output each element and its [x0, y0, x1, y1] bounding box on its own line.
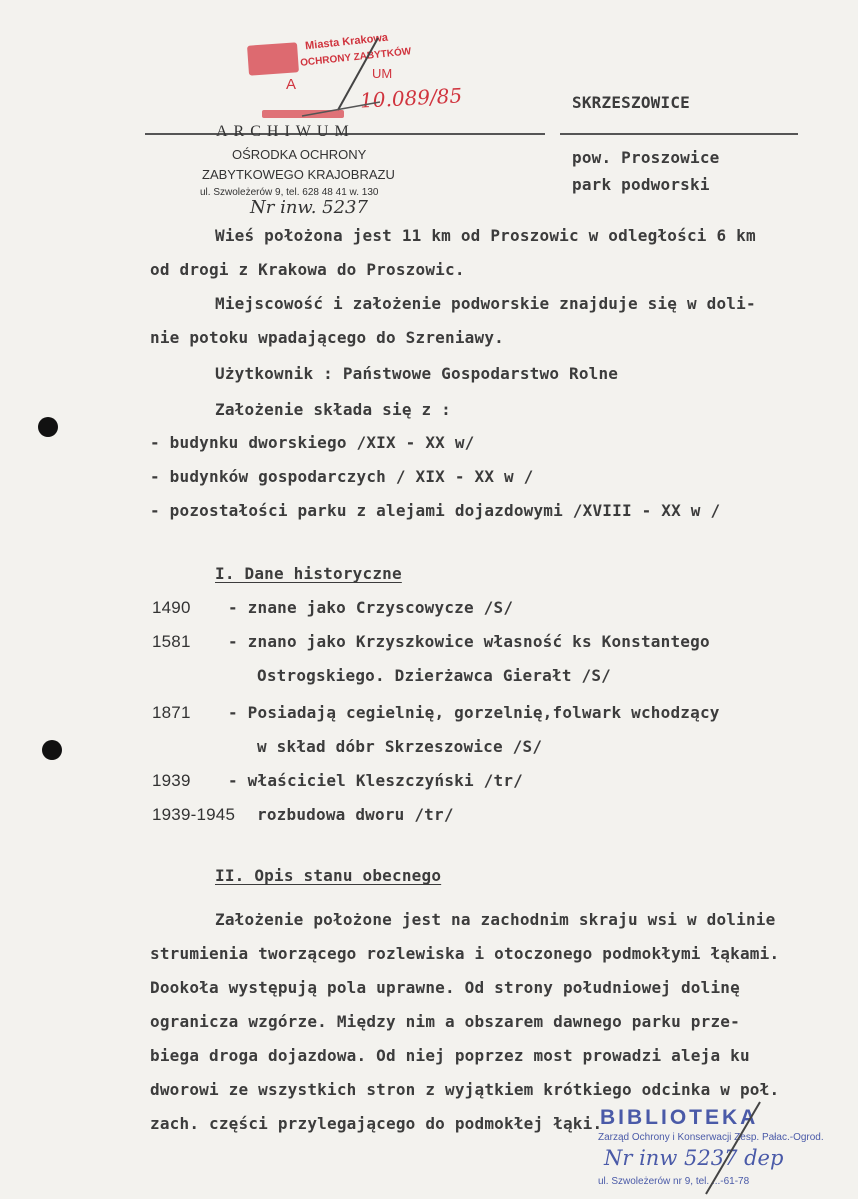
intro-user: Użytkownik : Państwowe Gospodarstwo Rolne [215, 364, 619, 383]
description-line: Założenie położone jest na zachodnim skraju wsi w dolinie [215, 910, 776, 929]
county-label: pow. Proszowice [572, 148, 720, 167]
library-stamp-address: ul. Szwoleżerów nr 9, tel. ...-61-78 [598, 1176, 750, 1187]
description-line: Dookoła występują pola uprawne. Od strony południowej dolinę [150, 978, 740, 997]
component-item: - pozostałości parku z alejami dojazdowymi /XVIII - XX w / [150, 501, 721, 520]
library-stamp-line1: Zarząd Ochrony i Konserwacji Zesp. Pałac.-Ogrod. [598, 1132, 824, 1143]
intro-p1-line1: Wieś położona jest 11 km od Proszowic w odległości 6 km [215, 226, 756, 245]
library-stamp-slash [696, 1098, 766, 1198]
red-stamp-line3: UM [372, 66, 393, 81]
section1-heading: I. Dane historyczne [215, 564, 402, 583]
intro-consists: Założenie składa się z : [215, 400, 451, 419]
history-text-cont: Ostrogskiego. Dzierżawca Gierałt /S/ [257, 666, 611, 685]
description-line: ogranicza wzgórze. Między nim a obszarem dawnego parku prze- [150, 1012, 740, 1031]
history-year: 1581 [152, 632, 191, 651]
history-year: 1490 [152, 598, 191, 617]
history-year: 1939-1945 [152, 805, 236, 824]
library-stamp-title: BIBLIOTEKA [600, 1106, 759, 1129]
history-year: 1939 [152, 771, 191, 790]
component-item: - budynków gospodarczych / XIX - XX w / [150, 467, 534, 486]
archive-stamp-line2: ZABYTKOWEGO KRAJOBRAZU [202, 167, 395, 182]
description-line: strumienia tworzącego rozlewiska i otoczonego podmokłymi łąkami. [150, 944, 780, 963]
archive-inventory-number: Nr inw. 5237 [250, 197, 368, 218]
punch-hole-bottom [42, 740, 62, 760]
intro-p1-line2: od drogi z Krakowa do Proszowic. [150, 260, 465, 279]
intro-p2-line2: nie potoku wpadającego do Szreniawy. [150, 328, 504, 347]
header-rule-right [560, 133, 798, 135]
description-line: dworowi ze wszystkich stron z wyjątkiem krótkiego odcinka w poł. [150, 1080, 780, 1099]
component-item: - budynku dworskiego /XIX - XX w/ [150, 433, 475, 452]
history-text: - znane jako Crzyscowycze /S/ [228, 598, 514, 617]
library-inventory-number: Nr inw 5237 dep [604, 1146, 784, 1170]
archive-stamp-line1: OŚRODKA OCHRONY [232, 147, 367, 162]
description-line: zach. części przylegającego do podmokłej łąki. [150, 1114, 603, 1133]
red-stamp-number: 10.089/85 [359, 83, 463, 113]
history-year: 1871 [152, 703, 191, 722]
archive-stamp-line3: ul. Szwoleżerów 9, tel. 628 48 41 w. 130 [200, 187, 379, 198]
place-title: SKRZESZOWICE [572, 93, 690, 112]
intro-p2-line1: Miejscowość i założenie podworskie znajduje się w doli- [215, 294, 756, 313]
history-text: - Posiadają cegielnię, gorzelnię,folwark wchodzący [228, 703, 720, 722]
description-line: biega droga dojazdowa. Od niej poprzez most prowadzi aleja ku [150, 1046, 750, 1065]
history-text: - znano jako Krzyszkowice własność ks Konstantego [228, 632, 710, 651]
red-stamp-line1: Miasta Krakowa [304, 31, 389, 53]
history-text: rozbudowa dworu /tr/ [257, 805, 454, 824]
object-kind-label: park podworski [572, 175, 710, 194]
history-text-cont: w skład dóbr Skrzeszowice /S/ [257, 737, 543, 756]
red-stamp-letter: A [286, 76, 297, 93]
archive-stamp-title: ARCHIWUM [216, 123, 355, 140]
red-stamp-slash [300, 30, 393, 120]
red-stamp-line2: OCHRONY ZABYTKÓW [299, 46, 412, 69]
red-stamp-blot [247, 42, 299, 75]
section2-heading: II. Opis stanu obecnego [215, 866, 442, 885]
history-text: - właściciel Kleszczyński /tr/ [228, 771, 523, 790]
punch-hole-top [38, 417, 58, 437]
